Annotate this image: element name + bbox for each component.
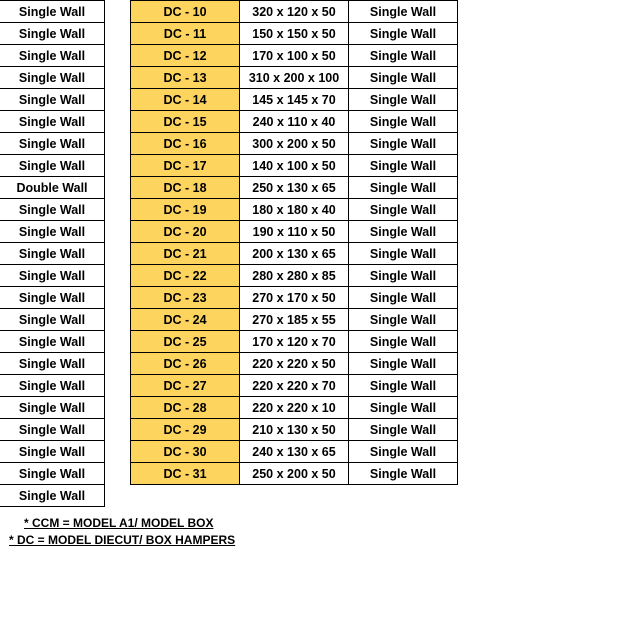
left-table-row xyxy=(0,419,105,441)
wall-type-cell: Single Wall xyxy=(0,221,105,243)
wall-type-cell: Single Wall xyxy=(349,287,458,309)
model-code-cell: DC - 14 xyxy=(131,89,240,111)
table-row xyxy=(131,397,458,419)
left-table-row xyxy=(0,265,105,287)
model-code-cell: DC - 15 xyxy=(131,111,240,133)
model-code-cell: DC - 19 xyxy=(131,199,240,221)
model-code-cell: DC - 23 xyxy=(131,287,240,309)
note-ccm: * CCM = MODEL A1/ MODEL BOX xyxy=(24,516,214,530)
table-row xyxy=(131,155,458,177)
left-table-row xyxy=(0,177,105,199)
left-table-row xyxy=(0,441,105,463)
left-wall-table xyxy=(0,0,105,507)
model-code-cell: DC - 26 xyxy=(131,353,240,375)
dimensions-cell: 270 x 170 x 50 xyxy=(240,287,349,309)
wall-type-cell: Single Wall xyxy=(0,485,105,507)
left-table-row xyxy=(0,331,105,353)
wall-type-cell: Single Wall xyxy=(0,287,105,309)
left-table-row xyxy=(0,67,105,89)
wall-type-cell: Single Wall xyxy=(0,1,105,23)
table-row xyxy=(131,111,458,133)
table-row xyxy=(131,309,458,331)
model-code-cell: DC - 18 xyxy=(131,177,240,199)
wall-type-cell: Single Wall xyxy=(349,23,458,45)
wall-type-cell: Single Wall xyxy=(349,177,458,199)
wall-type-cell: Single Wall xyxy=(349,397,458,419)
table-row xyxy=(131,177,458,199)
table-row xyxy=(131,67,458,89)
wall-type-cell: Single Wall xyxy=(0,67,105,89)
wall-type-cell: Single Wall xyxy=(0,331,105,353)
wall-type-cell: Single Wall xyxy=(0,133,105,155)
left-table-row xyxy=(0,485,105,507)
dimensions-cell: 190 x 110 x 50 xyxy=(240,221,349,243)
dimensions-cell: 250 x 200 x 50 xyxy=(240,463,349,485)
wall-type-cell: Single Wall xyxy=(349,309,458,331)
dimensions-cell: 220 x 220 x 70 xyxy=(240,375,349,397)
wall-type-cell: Single Wall xyxy=(349,89,458,111)
dimensions-cell: 180 x 180 x 40 xyxy=(240,199,349,221)
wall-type-cell: Single Wall xyxy=(349,155,458,177)
wall-type-cell: Single Wall xyxy=(349,419,458,441)
model-code-cell: DC - 29 xyxy=(131,419,240,441)
note-dc: * DC = MODEL DIECUT/ BOX HAMPERS xyxy=(9,533,236,547)
dimensions-cell: 300 x 200 x 50 xyxy=(240,133,349,155)
wall-type-cell: Single Wall xyxy=(0,199,105,221)
model-code-cell: DC - 10 xyxy=(131,1,240,23)
dimensions-cell: 210 x 130 x 50 xyxy=(240,419,349,441)
table-row xyxy=(131,463,458,485)
wall-type-cell: Single Wall xyxy=(0,155,105,177)
dimensions-cell: 150 x 150 x 50 xyxy=(240,23,349,45)
wall-type-cell: Single Wall xyxy=(349,133,458,155)
left-table-row xyxy=(0,155,105,177)
wall-type-cell: Single Wall xyxy=(349,111,458,133)
left-wall-table-body xyxy=(0,1,105,507)
wall-type-cell: Single Wall xyxy=(349,463,458,485)
wall-type-cell: Double Wall xyxy=(0,177,105,199)
dimensions-cell: 200 x 130 x 65 xyxy=(240,243,349,265)
table-row xyxy=(131,89,458,111)
wall-type-cell: Single Wall xyxy=(0,419,105,441)
model-code-cell: DC - 20 xyxy=(131,221,240,243)
table-row xyxy=(131,375,458,397)
dimensions-cell: 320 x 120 x 50 xyxy=(240,1,349,23)
dimensions-cell: 280 x 280 x 85 xyxy=(240,265,349,287)
left-table-row xyxy=(0,287,105,309)
model-code-cell: DC - 22 xyxy=(131,265,240,287)
left-table-row xyxy=(0,89,105,111)
wall-type-cell: Single Wall xyxy=(349,45,458,67)
left-table-row xyxy=(0,221,105,243)
wall-type-cell: Single Wall xyxy=(349,221,458,243)
wall-type-cell: Single Wall xyxy=(349,243,458,265)
diecut-box-table-body xyxy=(131,1,458,485)
wall-type-cell: Single Wall xyxy=(0,441,105,463)
table-row xyxy=(131,419,458,441)
wall-type-cell: Single Wall xyxy=(349,199,458,221)
model-code-cell: DC - 12 xyxy=(131,45,240,67)
table-row xyxy=(131,23,458,45)
model-code-cell: DC - 25 xyxy=(131,331,240,353)
wall-type-cell: Single Wall xyxy=(0,111,105,133)
left-table-row xyxy=(0,375,105,397)
wall-type-cell: Single Wall xyxy=(349,331,458,353)
table-row xyxy=(131,45,458,67)
wall-type-cell: Single Wall xyxy=(0,89,105,111)
table-row xyxy=(131,221,458,243)
dimensions-cell: 270 x 185 x 55 xyxy=(240,309,349,331)
left-table-row xyxy=(0,133,105,155)
model-code-cell: DC - 17 xyxy=(131,155,240,177)
left-table-row xyxy=(0,111,105,133)
wall-type-cell: Single Wall xyxy=(349,265,458,287)
wall-type-cell: Single Wall xyxy=(349,67,458,89)
table-row xyxy=(131,1,458,23)
model-code-cell: DC - 11 xyxy=(131,23,240,45)
wall-type-cell: Single Wall xyxy=(0,309,105,331)
left-table-row xyxy=(0,463,105,485)
left-table-row xyxy=(0,23,105,45)
wall-type-cell: Single Wall xyxy=(0,243,105,265)
left-table-row xyxy=(0,1,105,23)
model-code-cell: DC - 31 xyxy=(131,463,240,485)
dimensions-cell: 140 x 100 x 50 xyxy=(240,155,349,177)
table-row xyxy=(131,353,458,375)
left-table-row xyxy=(0,397,105,419)
dimensions-cell: 170 x 100 x 50 xyxy=(240,45,349,67)
left-table-row xyxy=(0,199,105,221)
dimensions-cell: 145 x 145 x 70 xyxy=(240,89,349,111)
dimensions-cell: 220 x 220 x 10 xyxy=(240,397,349,419)
wall-type-cell: Single Wall xyxy=(349,441,458,463)
table-row xyxy=(131,199,458,221)
table-row xyxy=(131,441,458,463)
model-code-cell: DC - 27 xyxy=(131,375,240,397)
wall-type-cell: Single Wall xyxy=(0,397,105,419)
dimensions-cell: 220 x 220 x 50 xyxy=(240,353,349,375)
wall-type-cell: Single Wall xyxy=(349,375,458,397)
left-table-row xyxy=(0,243,105,265)
table-row xyxy=(131,287,458,309)
wall-type-cell: Single Wall xyxy=(349,1,458,23)
dimensions-cell: 240 x 130 x 65 xyxy=(240,441,349,463)
left-table-row xyxy=(0,309,105,331)
dimensions-cell: 170 x 120 x 70 xyxy=(240,331,349,353)
wall-type-cell: Single Wall xyxy=(349,353,458,375)
dimensions-cell: 240 x 110 x 40 xyxy=(240,111,349,133)
wall-type-cell: Single Wall xyxy=(0,45,105,67)
table-row xyxy=(131,331,458,353)
left-table-row xyxy=(0,353,105,375)
table-row xyxy=(131,243,458,265)
wall-type-cell: Single Wall xyxy=(0,375,105,397)
wall-type-cell: Single Wall xyxy=(0,353,105,375)
model-code-cell: DC - 30 xyxy=(131,441,240,463)
left-table-row xyxy=(0,45,105,67)
dimensions-cell: 250 x 130 x 65 xyxy=(240,177,349,199)
model-code-cell: DC - 28 xyxy=(131,397,240,419)
wall-type-cell: Single Wall xyxy=(0,463,105,485)
model-code-cell: DC - 16 xyxy=(131,133,240,155)
wall-type-cell: Single Wall xyxy=(0,23,105,45)
table-row xyxy=(131,133,458,155)
wall-type-cell: Single Wall xyxy=(0,265,105,287)
dimensions-cell: 310 x 200 x 100 xyxy=(240,67,349,89)
model-code-cell: DC - 13 xyxy=(131,67,240,89)
model-code-cell: DC - 24 xyxy=(131,309,240,331)
model-code-cell: DC - 21 xyxy=(131,243,240,265)
diecut-box-table xyxy=(130,0,458,485)
table-row xyxy=(131,265,458,287)
